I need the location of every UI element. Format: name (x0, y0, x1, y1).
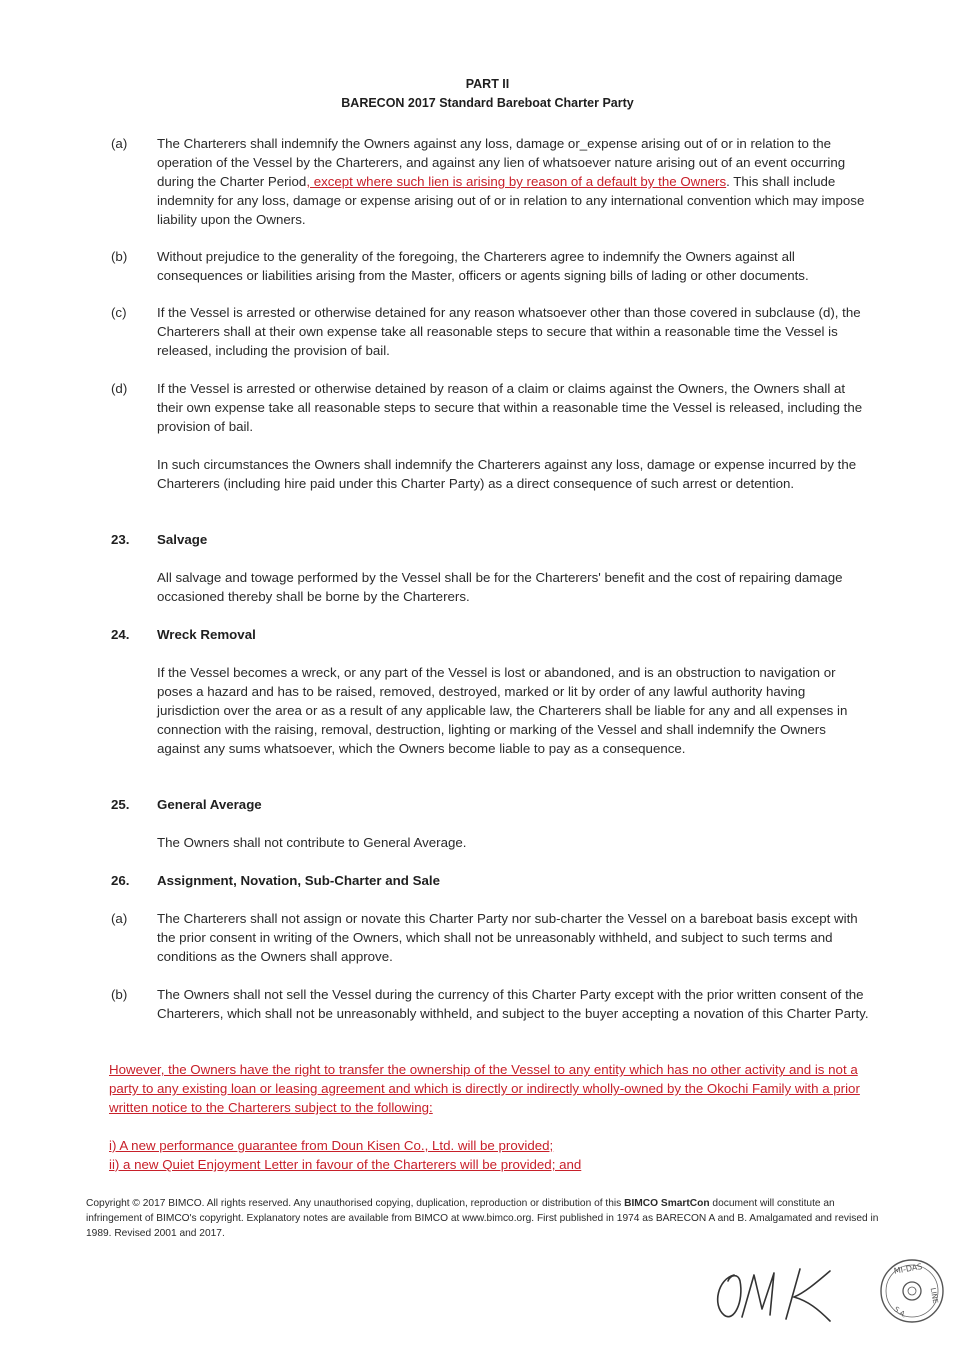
footer-text-part2: document will constitute an infringement of BIMCO's copyright. Explanatory notes are available from BIMCO at www.bimco.org. First published in 1974 as BARECON A and B. Amalgamated and revised in 1989. Revised 2001 and 2017. (86, 1198, 879, 1239)
clause-26-amendment-paragraph: However, the Owners have the right to transfer the ownership of the Vessel to any entity which has no other activity and is not a party to any existing loan or leasing agreement and which is directly or indirectly wholly-owned by the Okochi Family with a prior written notice to the Charterers subject to the following: (109, 1062, 860, 1115)
clause-26a-label: (a) (111, 911, 128, 926)
clause-22a-label: (a) (111, 136, 128, 151)
footer-bold: BIMCO SmartCon (624, 1198, 710, 1209)
clause-25-heading: General Average (157, 797, 262, 812)
clause-23-number: 23. (111, 532, 130, 547)
clause-22d-text-continued: In such circumstances the Owners shall indemnify the Charterers against any loss, damage or expense incurred by the Charterers (including hire paid under this Charter Party) as a direct consequence of such arrest or detention. (157, 457, 857, 491)
svg-text:LINE: LINE (928, 1287, 940, 1305)
clause-22a-amendment: , except where such lien is arising by reason of a default by the Owners (306, 174, 727, 189)
clause-26-number: 26. (111, 873, 130, 888)
clause-22d-text: If the Vessel is arrested or otherwise detained by reason of a claim or claims against the Owners, the Owners shall at their own expense take all reasonable steps to secure that within a reasonable time the Vessel is released, including the provision of bail. (157, 381, 863, 434)
footer-text-part1: Copyright © 2017 BIMCO. All rights reserved. Any unauthorised copying, duplication, reproduction or distribution of this (86, 1198, 625, 1209)
clause-25-number: 25. (111, 797, 130, 812)
clause-22a-text (157, 134, 869, 229)
clause-22c-label: (c) (111, 305, 127, 320)
clause-26a-text: The Charterers shall not assign or novate this Charter Party nor sub-charter the Vessel on a bareboat basis except with the prior consent in writing of the Owners, which shall not be unreasonably withheld, and subject to such terms and conditions as the Owners shall approve. (157, 911, 858, 964)
clause-22a-text-part1: The Charterers shall indemnify the Owners against any loss, damage or_expense arising out of or in relation to the operation of the Vessel by the Charterers, and against any lien of whatsoever nature arising out of an event occurring during the Charter Period (157, 136, 846, 189)
svg-text:S.A.: S.A. (892, 1305, 908, 1320)
clause-22c-text: If the Vessel is arrested or otherwise detained for any reason whatsoever other than those covered in subclause (d), the Charterers shall at their own expense take all reasonable steps to secure that within a reasonable time the Vessel is released, including the provision of bail. (157, 305, 861, 358)
clause-26-amendment-item-i: i) A new performance guarantee from Doun Kisen Co., Ltd. will be provided; (109, 1138, 554, 1153)
clause-22b-text: Without prejudice to the generality of the foregoing, the Charterers agree to indemnify the Owners against all consequences or liabilities arising from the Master, officers or agents signing bills of lading or other documents. (157, 249, 809, 283)
clause-26b-text: The Owners shall not sell the Vessel during the currency of this Charter Party except with the prior written consent of the Charterers, which shall not be unreasonably withheld, and subject to the buyer accepting a novation of this Charter Party. (157, 987, 869, 1021)
clause-24-number: 24. (111, 627, 130, 642)
clause-22a-text-part2: . This shall include indemnity for any loss, damage or expense arising out of or in relation to any international convention which may impose liability upon the Owners. (157, 174, 865, 227)
clause-26-heading: Assignment, Novation, Sub-Charter and Sale (157, 873, 440, 888)
copyright-footer (86, 1196, 886, 1241)
clause-26-amendment-item-ii: ii) a new Quiet Enjoyment Letter in favour of the Charterers will be provided; and (109, 1157, 582, 1172)
company-seal-stamp (877, 1256, 947, 1326)
clause-22b-label: (b) (111, 249, 128, 264)
clause-24-text: If the Vessel becomes a wreck, or any part of the Vessel is lost or abandoned, and is an obstruction to navigation or poses a hazard and has to be raised, removed, destroyed, marked or lit by order of any lawful authority having jurisdiction over the area or as a result of any applicable law, the Charterers shall be liable for any and all expenses in connection with the raising, removal, destruction, lighting or marking of the Vessel and shall indemnify the Owners against any sums whatsoever, which the Owners become liable to pay as a consequence. (157, 665, 848, 756)
document-title: BARECON 2017 Standard Bareboat Charter Party (341, 96, 634, 110)
svg-text:MI-DAS: MI-DAS (893, 1261, 924, 1276)
handwritten-initials-signature (700, 1257, 850, 1327)
part-heading: PART II (465, 77, 510, 91)
clause-24-heading: Wreck Removal (157, 627, 256, 642)
clause-23-heading: Salvage (157, 532, 208, 547)
clause-26b-label: (b) (111, 987, 128, 1002)
clause-23-text: All salvage and towage performed by the Vessel shall be for the Charterers' benefit and the cost of repairing damage occasioned thereby shall be borne by the Charterers. (157, 570, 843, 604)
clause-22d-label: (d) (111, 381, 128, 396)
clause-25-text: The Owners shall not contribute to General Average. (157, 835, 467, 850)
